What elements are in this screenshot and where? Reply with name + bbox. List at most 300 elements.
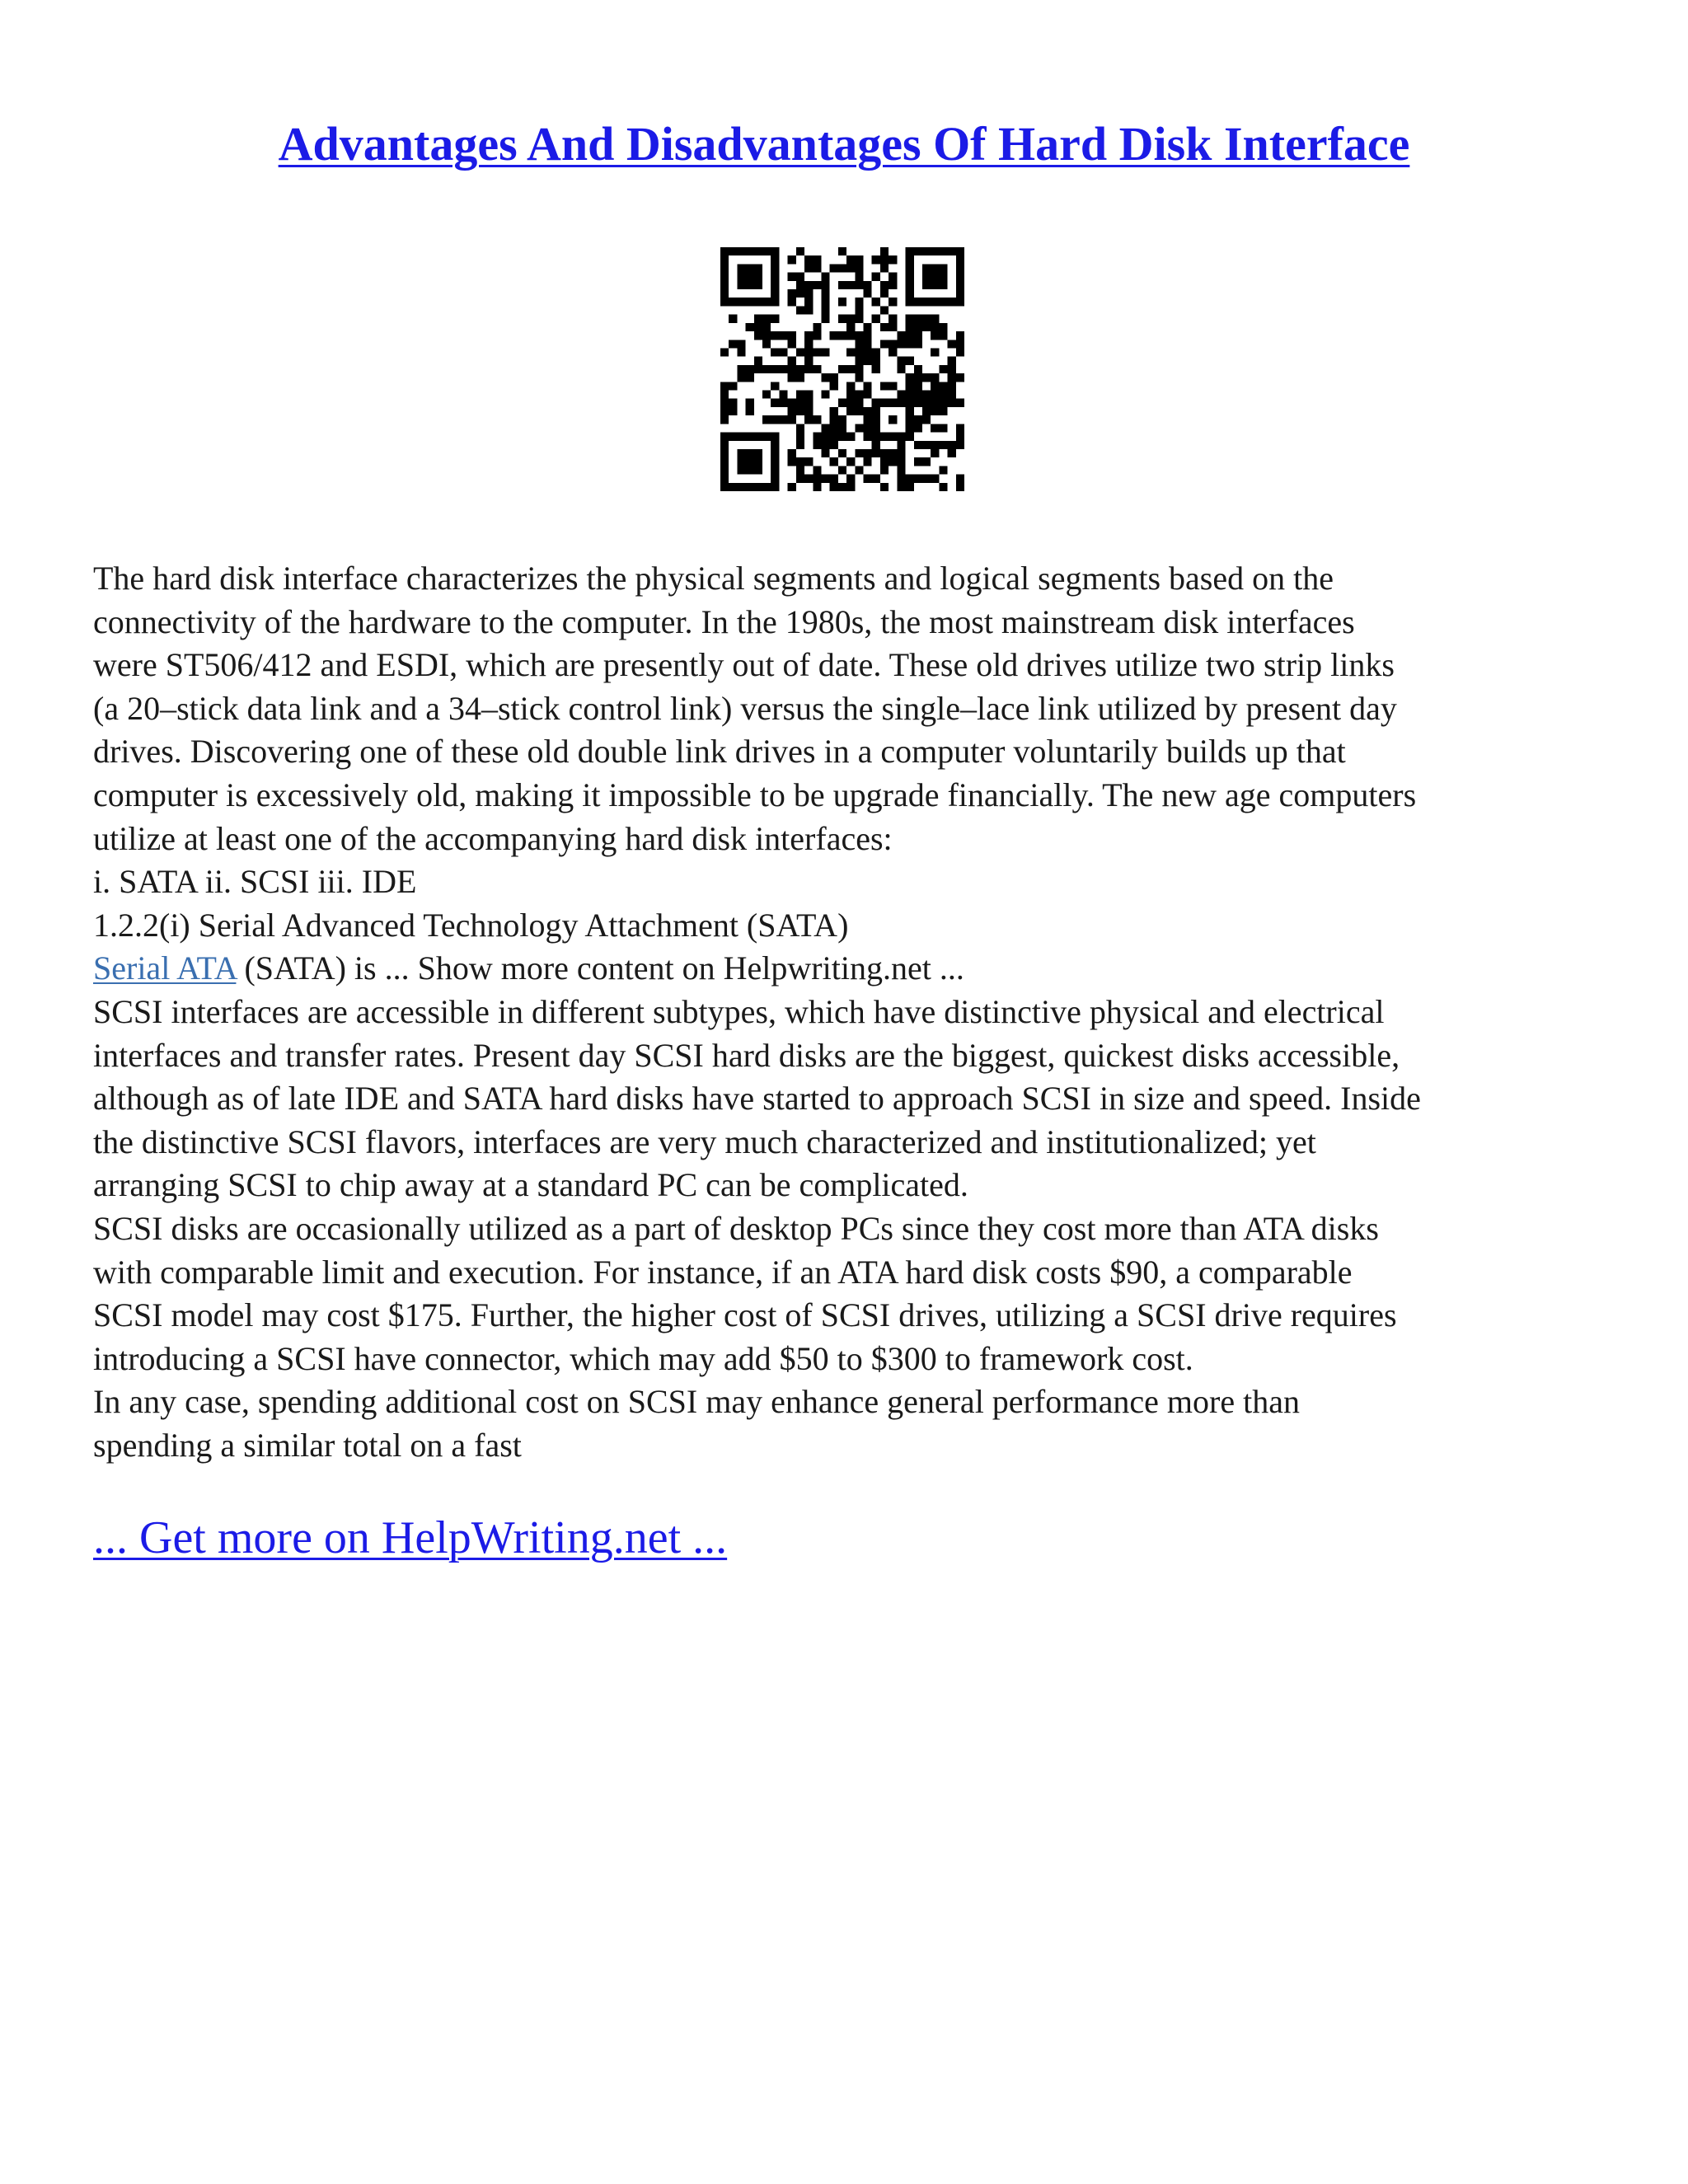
qr-module	[804, 255, 813, 264]
qr-module	[880, 323, 889, 331]
qr-module	[864, 340, 872, 348]
qr-module	[788, 483, 796, 491]
qr-module	[804, 365, 813, 373]
qr-module	[880, 449, 889, 457]
qr-module	[906, 357, 914, 365]
qr-module	[788, 365, 796, 373]
qr-module	[880, 457, 889, 466]
qr-module	[720, 255, 729, 264]
qr-module	[771, 382, 779, 390]
qr-module	[948, 391, 956, 399]
sata-line-rest: (SATA) is ... Show more content on Helpwriting.net ...	[236, 949, 964, 987]
qr-module	[771, 247, 779, 255]
qr-module	[788, 298, 796, 306]
qr-module	[804, 415, 813, 424]
qr-module	[939, 424, 947, 432]
qr-module	[846, 365, 855, 373]
qr-module	[855, 331, 863, 340]
qr-module	[804, 407, 813, 415]
qr-module	[804, 298, 813, 306]
qr-module	[939, 391, 947, 399]
qr-module	[948, 298, 956, 306]
qr-module	[729, 382, 737, 390]
qr-module	[956, 331, 964, 340]
body-line: (a 20–stick data link and a 34–stick control link) versus the single–lace link utilized by present day	[93, 689, 1397, 727]
qr-module	[804, 340, 813, 348]
qr-module	[872, 357, 880, 365]
qr-module	[788, 399, 796, 407]
qr-module	[804, 331, 813, 340]
qr-module	[720, 441, 729, 449]
qr-module	[779, 331, 787, 340]
qr-module	[931, 323, 939, 331]
qr-module	[813, 323, 821, 331]
qr-module	[889, 281, 897, 289]
qr-module	[880, 289, 889, 298]
qr-module	[796, 424, 804, 432]
qr-module	[948, 340, 956, 348]
qr-module	[897, 449, 905, 457]
qr-module	[754, 281, 762, 289]
qr-module	[855, 315, 863, 323]
qr-module	[914, 424, 922, 432]
qr-module	[855, 264, 863, 272]
qr-module	[838, 483, 846, 491]
qr-module	[846, 457, 855, 466]
qr-module	[931, 475, 939, 483]
qr-module	[813, 281, 821, 289]
qr-module	[746, 247, 754, 255]
qr-module	[956, 373, 964, 382]
qr-module	[889, 382, 897, 390]
qr-module	[720, 289, 729, 298]
qr-module	[956, 281, 964, 289]
body-line: connectivity of the hardware to the computer. In the 1980s, the most mainstream disk interfaces	[93, 602, 1355, 640]
qr-module	[821, 348, 829, 356]
body-line: The hard disk interface characterizes the physical segments and logical segments based on the	[93, 560, 1334, 597]
qr-module	[872, 298, 880, 306]
body-line: drives. Discovering one of these old double link drives in a computer voluntarily builds up that	[93, 733, 1346, 771]
qr-module	[956, 264, 964, 272]
qr-module	[939, 407, 947, 415]
qr-module	[754, 298, 762, 306]
qr-module	[846, 483, 855, 491]
qr-module	[864, 457, 872, 466]
qr-module	[754, 483, 762, 491]
qr-module	[931, 407, 939, 415]
qr-module	[821, 289, 829, 298]
qr-module	[788, 457, 796, 466]
qr-module	[906, 407, 914, 415]
qr-module	[830, 415, 838, 424]
qr-module	[956, 424, 964, 432]
qr-module	[729, 399, 737, 407]
qr-module	[720, 399, 729, 407]
qr-module	[762, 340, 771, 348]
qr-module	[880, 306, 889, 314]
qr-module	[762, 391, 771, 399]
qr-module	[922, 264, 931, 272]
qr-module	[922, 315, 931, 323]
body-line: introducing a SCSI have connector, which may add $50 to $300 to framework cost.	[93, 1339, 1193, 1377]
qr-module	[746, 281, 754, 289]
qr-module	[813, 475, 821, 483]
qr-module	[846, 382, 855, 390]
qr-module	[796, 273, 804, 281]
qr-module	[788, 373, 796, 382]
body-line: interfaces and transfer rates. Present day SCSI hard disks are the biggest, quickest disks accessible,	[93, 1036, 1400, 1074]
qr-module	[897, 331, 905, 340]
qr-module	[796, 466, 804, 474]
qr-module	[796, 247, 804, 255]
qr-module	[796, 306, 804, 314]
qr-module	[746, 264, 754, 272]
qr-module	[864, 407, 872, 415]
qr-module	[788, 273, 796, 281]
qr-module	[846, 255, 855, 264]
body-line: In any case, spending additional cost on SCSI may enhance general performance more than	[93, 1383, 1300, 1421]
qr-module	[931, 264, 939, 272]
qr-module	[914, 399, 922, 407]
qr-module	[746, 399, 754, 407]
qr-module	[804, 264, 813, 272]
qr-module	[906, 264, 914, 272]
qr-module	[855, 306, 863, 314]
qr-module	[796, 457, 804, 466]
qr-module	[720, 348, 729, 356]
qr-module	[948, 382, 956, 390]
qr-module	[864, 382, 872, 390]
qr-module	[956, 433, 964, 441]
qr-module	[846, 331, 855, 340]
qr-module	[864, 357, 872, 365]
qr-module	[821, 391, 829, 399]
qr-module	[771, 433, 779, 441]
qr-module	[804, 399, 813, 407]
qr-module	[720, 264, 729, 272]
qr-module	[855, 373, 863, 382]
qr-module	[746, 298, 754, 306]
qr-module	[855, 298, 863, 306]
qr-module	[771, 365, 779, 373]
qr-module	[821, 306, 829, 314]
qr-module	[931, 441, 939, 449]
qr-module	[889, 449, 897, 457]
qr-module	[754, 315, 762, 323]
qr-module	[788, 407, 796, 415]
qr-module	[939, 323, 947, 331]
qr-module	[956, 340, 964, 348]
qr-module	[931, 273, 939, 281]
qr-module	[838, 247, 846, 255]
qr-module	[754, 365, 762, 373]
qr-module	[771, 255, 779, 264]
qr-module	[956, 273, 964, 281]
qr-module	[720, 407, 729, 415]
qr-module	[855, 407, 863, 415]
qr-module	[906, 415, 914, 424]
qr-code-graphic	[720, 247, 964, 491]
qr-module	[872, 399, 880, 407]
qr-module	[771, 441, 779, 449]
qr-module	[830, 382, 838, 390]
qr-module	[931, 449, 939, 457]
qr-module	[830, 441, 838, 449]
qr-module	[855, 255, 863, 264]
qr-module	[897, 483, 905, 491]
qr-module	[906, 323, 914, 331]
qr-module	[948, 449, 956, 457]
qr-module	[813, 331, 821, 340]
qr-module	[956, 483, 964, 491]
qr-module	[746, 407, 754, 415]
qr-module	[830, 433, 838, 441]
section-heading: 1.2.2(i) Serial Advanced Technology Attachment (SATA)	[93, 906, 849, 944]
qr-module	[771, 399, 779, 407]
qr-module	[771, 264, 779, 272]
qr-module	[855, 340, 863, 348]
qr-module	[956, 475, 964, 483]
qr-module	[838, 331, 846, 340]
qr-module	[872, 475, 880, 483]
qr-module	[788, 415, 796, 424]
qr-module	[813, 264, 821, 272]
qr-module	[771, 315, 779, 323]
qr-module	[880, 255, 889, 264]
qr-module	[796, 289, 804, 298]
qr-module	[948, 357, 956, 365]
qr-module	[771, 273, 779, 281]
qr-module	[872, 449, 880, 457]
qr-module	[939, 331, 947, 340]
qr-module	[830, 407, 838, 415]
qr-module	[720, 415, 729, 424]
qr-module	[737, 247, 745, 255]
qr-module	[796, 475, 804, 483]
qr-module	[771, 415, 779, 424]
qr-module	[737, 340, 745, 348]
qr-module	[922, 373, 931, 382]
body-line: arranging SCSI to chip away at a standard PC can be complicated.	[93, 1166, 968, 1204]
qr-module	[914, 247, 922, 255]
body-line: were ST506/412 and ESDI, which are presently out of date. These old drives utilize two strip links	[93, 646, 1395, 684]
qr-module	[762, 483, 771, 491]
qr-module	[762, 365, 771, 373]
qr-module	[720, 457, 729, 466]
qr-module	[948, 365, 956, 373]
body-line: SCSI disks are occasionally utilized as a part of desktop PCs since they cost more than ATA disks	[93, 1209, 1379, 1247]
qr-module	[796, 391, 804, 399]
qr-module	[922, 457, 931, 466]
qr-module	[889, 348, 897, 356]
qr-module	[889, 415, 897, 424]
qr-module	[804, 348, 813, 356]
qr-module	[796, 441, 804, 449]
qr-module	[939, 483, 947, 491]
qr-module	[906, 298, 914, 306]
qr-module	[846, 391, 855, 399]
qr-module	[922, 475, 931, 483]
qr-module	[779, 399, 787, 407]
qr-module	[956, 348, 964, 356]
qr-module	[889, 273, 897, 281]
qr-module	[897, 433, 905, 441]
qr-module	[720, 273, 729, 281]
qr-module	[931, 399, 939, 407]
qr-module	[914, 315, 922, 323]
qr-module	[872, 255, 880, 264]
qr-module	[746, 466, 754, 474]
qr-module	[737, 457, 745, 466]
qr-module	[737, 281, 745, 289]
qr-module	[796, 281, 804, 289]
qr-module	[720, 483, 729, 491]
qr-module	[796, 348, 804, 356]
qr-module	[813, 433, 821, 441]
qr-module	[906, 315, 914, 323]
qr-module	[872, 365, 880, 373]
qr-module	[906, 433, 914, 441]
body-line: spending a similar total on a fast	[93, 1426, 522, 1464]
qr-module	[762, 315, 771, 323]
qr-module	[729, 340, 737, 348]
qr-code-icon	[720, 247, 964, 491]
qr-module	[914, 323, 922, 331]
qr-module	[931, 373, 939, 382]
qr-module	[864, 391, 872, 399]
qr-module	[796, 407, 804, 415]
qr-module	[737, 449, 745, 457]
qr-module	[956, 289, 964, 298]
qr-module	[864, 415, 872, 424]
qr-module	[838, 433, 846, 441]
qr-module	[846, 315, 855, 323]
body-line: computer is excessively old, making it impossible to be upgrade financially. The new age computers	[93, 776, 1417, 813]
qr-module	[931, 348, 939, 356]
qr-module	[779, 391, 787, 399]
qr-module	[897, 475, 905, 483]
qr-module	[746, 483, 754, 491]
qr-module	[931, 247, 939, 255]
qr-module	[846, 407, 855, 415]
qr-module	[922, 323, 931, 331]
qr-module	[956, 255, 964, 264]
qr-module	[914, 340, 922, 348]
qr-module	[922, 391, 931, 399]
qr-module	[737, 433, 745, 441]
qr-module	[720, 298, 729, 306]
get-more-link[interactable]: ... Get more on HelpWriting.net ...	[93, 1512, 728, 1563]
qr-module	[821, 475, 829, 483]
interface-list: i. SATA ii. SCSI iii. IDE	[93, 863, 417, 901]
qr-module	[889, 255, 897, 264]
qr-module	[813, 441, 821, 449]
qr-module	[746, 449, 754, 457]
qr-module	[956, 247, 964, 255]
qr-module	[880, 264, 889, 272]
qr-module	[880, 483, 889, 491]
qr-module	[737, 466, 745, 474]
qr-module	[830, 331, 838, 340]
qr-module	[931, 382, 939, 390]
qr-module	[855, 273, 863, 281]
qr-module	[948, 247, 956, 255]
qr-module	[846, 433, 855, 441]
qr-module	[897, 457, 905, 466]
qr-module	[906, 391, 914, 399]
qr-module	[914, 457, 922, 466]
qr-module	[838, 281, 846, 289]
qr-module	[939, 264, 947, 272]
qr-module	[804, 357, 813, 365]
qr-module	[914, 382, 922, 390]
qr-module	[838, 466, 846, 474]
qr-module	[864, 424, 872, 432]
qr-module	[754, 466, 762, 474]
qr-module	[771, 331, 779, 340]
qr-module	[804, 457, 813, 466]
qr-module	[746, 323, 754, 331]
qr-module	[939, 399, 947, 407]
qr-module	[939, 247, 947, 255]
qr-module	[754, 264, 762, 272]
qr-module	[897, 466, 905, 474]
serial-ata-link[interactable]: Serial ATA	[93, 949, 237, 987]
qr-module	[771, 466, 779, 474]
qr-module	[771, 281, 779, 289]
document-title-link[interactable]: Advantages And Disadvantages Of Hard Disk Interface	[278, 117, 1410, 171]
qr-module	[788, 357, 796, 365]
body-line: although as of late IDE and SATA hard disks have started to approach SCSI in size and speed. Inside	[93, 1080, 1421, 1118]
qr-module	[931, 315, 939, 323]
qr-module	[779, 348, 787, 356]
qr-module	[914, 365, 922, 373]
qr-module	[762, 298, 771, 306]
qr-module	[821, 315, 829, 323]
qr-module	[931, 391, 939, 399]
qr-module	[804, 391, 813, 399]
qr-module	[864, 449, 872, 457]
qr-module	[746, 373, 754, 382]
body-line: with comparable limit and execution. For instance, if an ATA hard disk costs $90, a comparable	[93, 1253, 1353, 1291]
qr-module	[754, 357, 762, 365]
qr-module	[906, 281, 914, 289]
qr-module	[880, 433, 889, 441]
qr-module	[948, 441, 956, 449]
qr-module	[914, 415, 922, 424]
qr-module	[931, 424, 939, 432]
qr-module	[914, 331, 922, 340]
qr-module	[771, 457, 779, 466]
qr-module	[906, 273, 914, 281]
qr-module	[762, 433, 771, 441]
qr-module	[880, 281, 889, 289]
qr-module	[864, 289, 872, 298]
qr-module	[880, 340, 889, 348]
qr-module	[804, 475, 813, 483]
qr-module	[906, 382, 914, 390]
qr-module	[872, 273, 880, 281]
qr-module	[720, 247, 729, 255]
qr-module	[914, 298, 922, 306]
qr-module	[788, 255, 796, 264]
article-body	[93, 557, 1606, 1467]
qr-module	[729, 433, 737, 441]
qr-module	[838, 264, 846, 272]
qr-module	[754, 247, 762, 255]
qr-module	[821, 441, 829, 449]
qr-module	[771, 475, 779, 483]
